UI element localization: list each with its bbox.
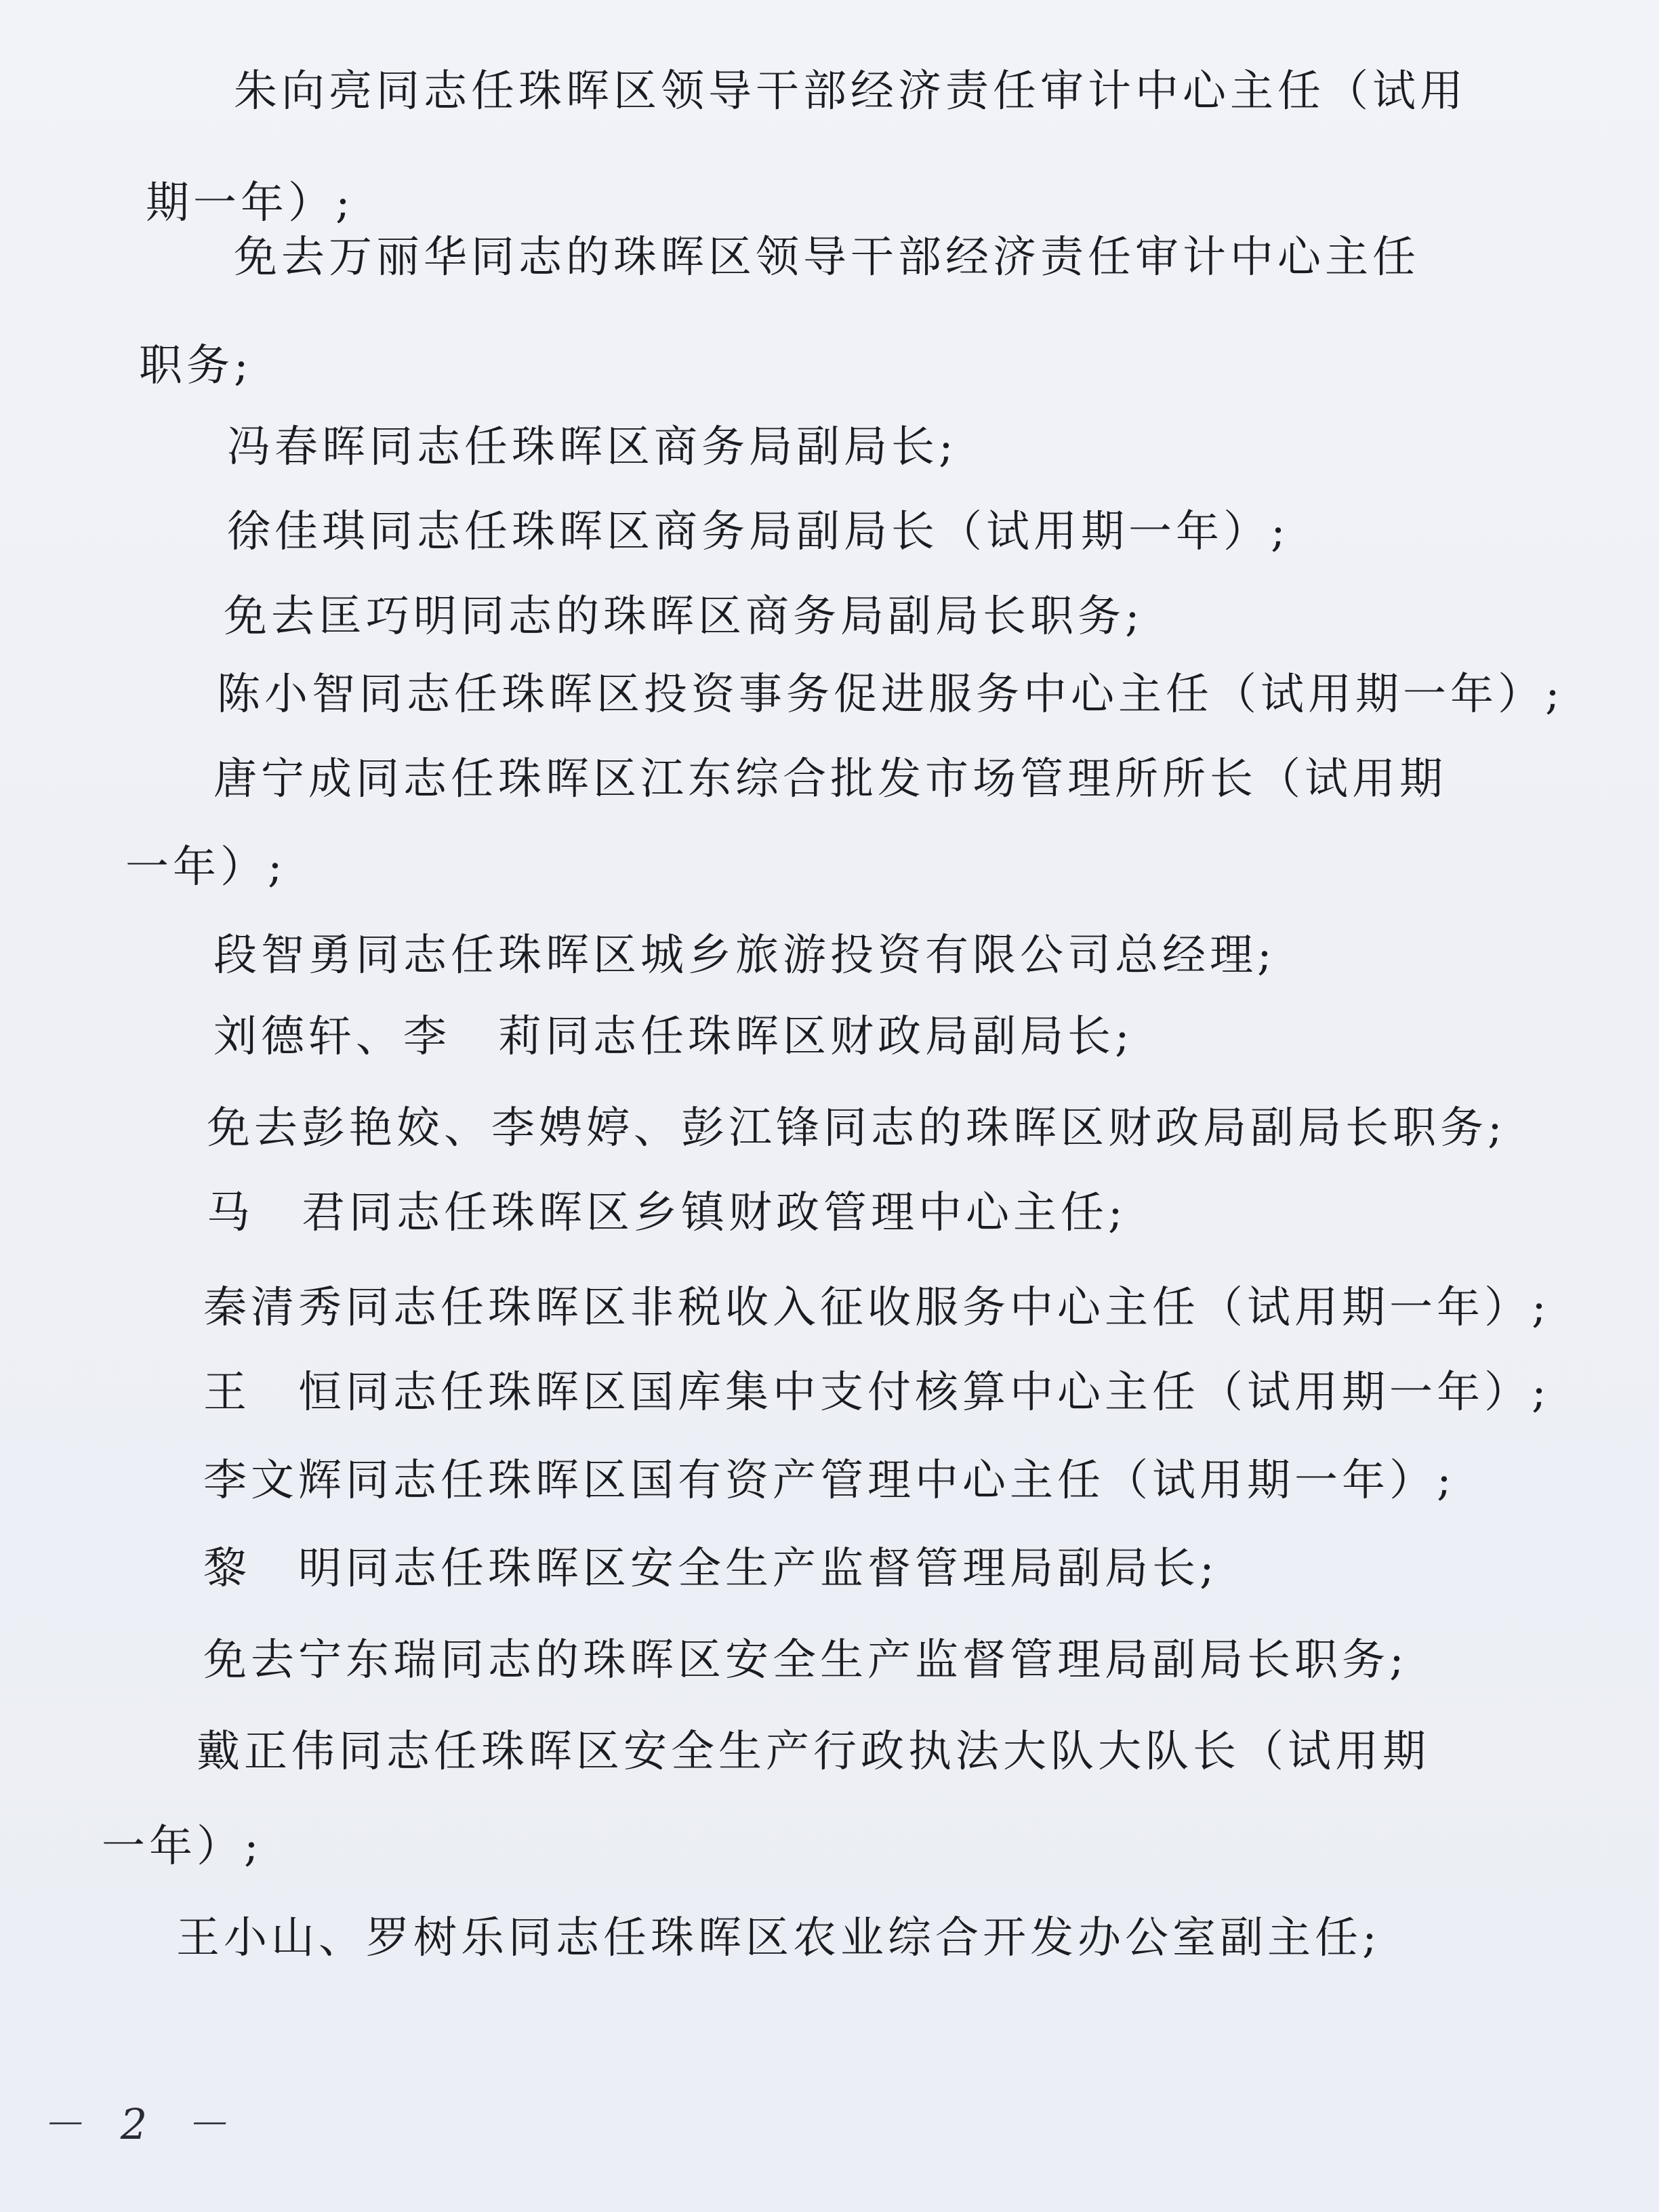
text-line: 徐佳琪同志任珠晖区商务局副局长（试用期一年）;	[227, 507, 1290, 557]
text-line: 一年）;	[102, 1822, 263, 1872]
text-line: 王 恒同志任珠晖区国库集中支付核算中心主任（试用期一年）;	[203, 1368, 1551, 1418]
text-line: 免去宁东瑞同志的珠晖区安全生产监督管理局副局长职务;	[203, 1635, 1408, 1685]
text-line: 李文辉同志任珠晖区国有资产管理中心主任（试用期一年）;	[203, 1456, 1456, 1506]
text-line: 免去彭艳姣、李娉婷、彭江锋同志的珠晖区财政局副局长职务;	[207, 1103, 1507, 1153]
text-line: 免去匡巧明同志的珠晖区商务局副局长职务;	[224, 592, 1144, 642]
page-number: － 2 －	[41, 2100, 239, 2149]
text-line: 戴正伟同志任珠晖区安全生产行政执法大队大队长（试用期	[197, 1727, 1430, 1777]
text-line: 职务;	[139, 341, 253, 391]
text-line: 马 君同志任珠晖区乡镇财政管理中心主任;	[207, 1188, 1127, 1238]
text-line: 一年）;	[125, 842, 287, 893]
text-line: 刘德轩、李 莉同志任珠晖区财政局副局长;	[213, 1012, 1134, 1062]
text-line: 陈小智同志任珠晖区投资事务促进服务中心主任（试用期一年）;	[217, 670, 1564, 720]
text-line: 王小山、罗树乐同志任珠晖区农业综合开发办公室副主任;	[176, 1913, 1381, 1963]
text-line: 朱向亮同志任珠晖区领导干部经济责任审计中心主任（试用	[234, 66, 1467, 117]
text-line: 黎 明同志任珠晖区安全生产监督管理局副局长;	[203, 1544, 1218, 1594]
text-line: 期一年）;	[146, 178, 354, 228]
text-line: 冯春晖同志任珠晖区商务局副局长;	[227, 422, 958, 472]
text-line: 免去万丽华同志的珠晖区领导干部经济责任审计中心主任	[234, 232, 1420, 283]
text-line: 段智勇同志任珠晖区城乡旅游投资有限公司总经理;	[213, 930, 1276, 981]
text-line: 唐宁成同志任珠晖区江东综合批发市场管理所所长（试用期	[213, 754, 1447, 804]
text-line: 秦清秀同志任珠晖区非税收入征收服务中心主任（试用期一年）;	[203, 1283, 1551, 1333]
